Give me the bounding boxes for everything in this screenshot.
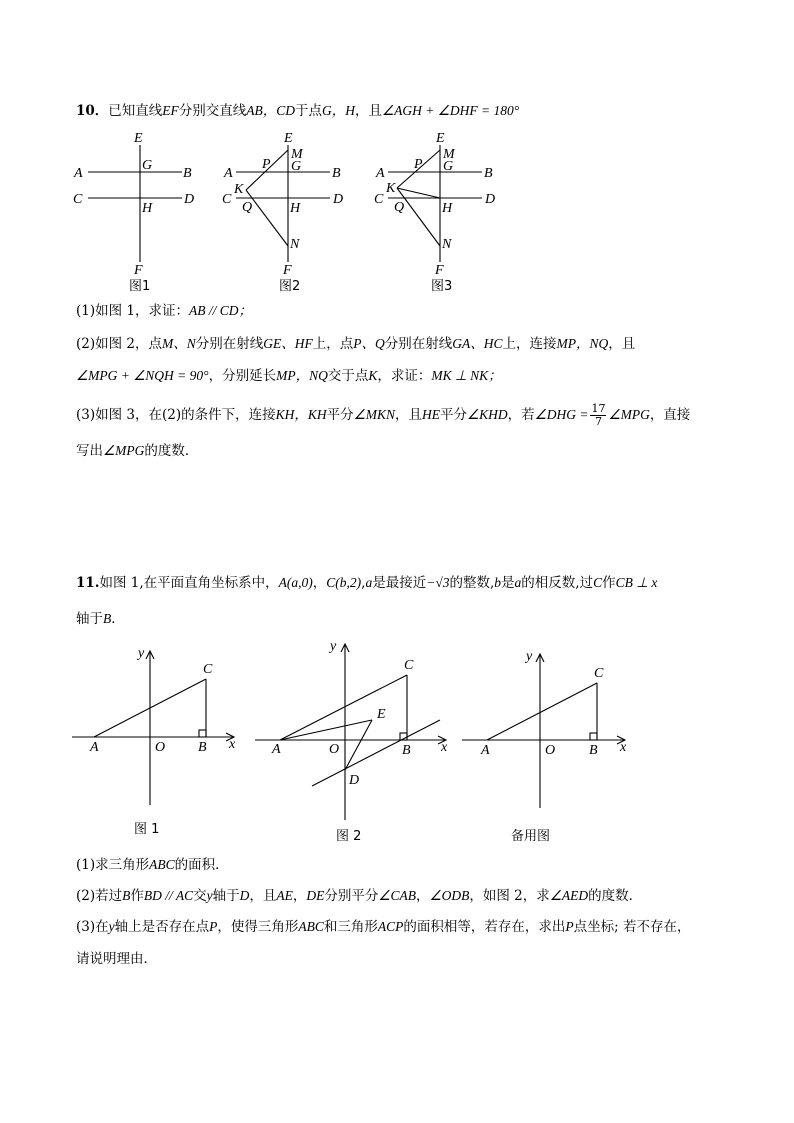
part-math: GE、HF: [263, 336, 313, 351]
part-text: 写出: [76, 443, 103, 459]
part-text: 轴于: [212, 888, 240, 904]
fig1-label-F: F: [134, 263, 143, 278]
fig3-label-G: G: [443, 159, 454, 174]
part-math: HE: [422, 407, 441, 422]
q11-part-3-line-1: [76, 918, 690, 936]
part-text: 如图 1，求证：: [95, 303, 190, 319]
part-math: K: [368, 368, 378, 383]
stem-text: 是最接近: [372, 575, 427, 591]
g3-label-B: B: [589, 743, 598, 758]
part-text: 请说明理由．: [76, 951, 157, 967]
part-text: ，分别延长: [208, 368, 277, 384]
q11-part-1: [76, 856, 229, 874]
g2-label-x: x: [441, 740, 448, 755]
part-text: 的面积．: [174, 857, 229, 873]
part-math: y: [206, 888, 213, 903]
part-text: 如图 3，在(2)的条件下，连接: [95, 407, 276, 423]
g1-caption: 图 1: [134, 822, 160, 837]
part-math: ∠MPG: [608, 407, 650, 422]
part-math: ∠ODB: [429, 888, 470, 903]
part-text: 上，点: [312, 336, 354, 352]
part-math: ∠DHG =: [534, 407, 589, 422]
q10-stem-text: ，且: [355, 103, 383, 119]
part-math: AE: [276, 888, 293, 903]
fig1-caption: 图1: [129, 279, 151, 294]
g2-label-O: O: [329, 742, 340, 757]
part-text: 的面积相等，若存在，求出: [403, 919, 566, 935]
point-a: A(a,0): [278, 575, 313, 590]
neg-sqrt-3: −√3: [426, 575, 450, 590]
stem-text: ,: [361, 575, 366, 591]
fig3-label-M: M: [443, 147, 455, 162]
stem-text: 作: [602, 575, 616, 591]
stem-text: 的整数,: [449, 575, 495, 591]
g1-label-O: O: [155, 740, 166, 755]
part-math: AB // CD；: [189, 303, 253, 318]
point-c: C(b,2): [326, 575, 362, 590]
part-math: D: [239, 888, 250, 903]
g3-label-A: A: [481, 743, 490, 758]
fig1-label-E: E: [134, 131, 143, 146]
fig3-label-C: C: [374, 192, 384, 207]
q10-stem-text: 于点: [295, 103, 323, 119]
part-text: 和三角形: [323, 919, 378, 935]
part-text: ，: [292, 888, 307, 904]
fraction-numerator: 17: [591, 402, 606, 415]
part-text: ，直接: [649, 407, 691, 423]
fig1-label-C: C: [73, 192, 83, 207]
var-b: b: [494, 575, 502, 590]
g3-caption: 备用图: [511, 829, 551, 844]
part-number: (2): [76, 336, 96, 352]
fig2-label-E: E: [284, 131, 293, 146]
g2-label-C: C: [404, 658, 414, 673]
part-math: DE: [306, 888, 325, 903]
stem-text: 的相反数,过: [521, 575, 594, 591]
part-text: 交: [193, 888, 207, 904]
part-math: MP，NQ: [276, 368, 328, 383]
fig3-label-B: B: [484, 166, 493, 181]
var-a: a: [365, 575, 373, 590]
fig2-label-K: K: [234, 182, 244, 197]
part-math: P、Q: [353, 336, 385, 351]
part-text: 作: [130, 888, 144, 904]
part-number: (1): [76, 857, 96, 873]
part-number: (3): [76, 919, 96, 935]
part-math: ∠CAB: [378, 888, 416, 903]
fig2-label-A: A: [224, 166, 233, 181]
g2-label-A: A: [272, 742, 281, 757]
part-math: y: [108, 919, 115, 934]
fig1-label-H: H: [142, 201, 153, 216]
part-text: 若过: [95, 888, 123, 904]
fig1-label-D: D: [184, 192, 195, 207]
part-text: ，如图 2，求: [469, 888, 550, 904]
fig3-label-P: P: [414, 157, 423, 172]
fig2-label-N: N: [290, 237, 300, 252]
fig1-label-A: A: [74, 166, 83, 181]
cb-perp-x: CB ⊥ x: [615, 575, 658, 590]
q10-number: 10．: [76, 103, 109, 119]
part-math: B: [122, 888, 131, 903]
q10-stem-text: 分别交直线: [178, 103, 247, 119]
part-text: 交于点: [327, 368, 369, 384]
part-text: 求三角形: [95, 857, 150, 873]
q10-ab-cd: AB，CD: [246, 103, 296, 118]
part-text: ，使得三角形: [217, 919, 299, 935]
part-text: 在: [95, 919, 109, 935]
part-text: 分别平分: [324, 888, 379, 904]
part-text: 平分: [440, 407, 468, 423]
fig3-label-D: D: [485, 192, 496, 207]
part-math: BD // AC: [143, 888, 194, 903]
var-a: a: [514, 575, 522, 590]
g3-label-x: x: [620, 740, 627, 755]
fig3-label-E: E: [436, 131, 445, 146]
part-text: ，若: [507, 407, 535, 423]
part-math: ∠MPG + ∠NQH = 90°: [76, 368, 209, 383]
fig2-label-P: P: [262, 157, 271, 172]
part-math: ABC: [298, 919, 324, 934]
part-text: 点坐标; 若不存在，: [573, 919, 691, 935]
g3-label-C: C: [594, 666, 604, 681]
q11-part-2: [76, 887, 642, 905]
g2-label-y: y: [330, 639, 337, 654]
part-math: ∠AED: [549, 888, 589, 903]
fig1-label-G: G: [142, 158, 153, 173]
part-text: ，且: [395, 407, 423, 423]
fig3-label-K: K: [386, 181, 396, 196]
part-math: MK ⊥ NK；: [431, 368, 502, 383]
g2-caption: 图 2: [336, 829, 362, 844]
g1-label-B: B: [198, 740, 207, 755]
q10-stem-text: 已知直线: [108, 103, 163, 119]
part-math: P: [565, 919, 574, 934]
part-text: 如图 2，点: [95, 336, 163, 352]
part-math: M、N: [162, 336, 196, 351]
part-text: ，且: [608, 336, 636, 352]
part-math: P: [209, 919, 218, 934]
q11-part-3-line-2: [76, 950, 157, 968]
part-math: ∠MKN: [353, 407, 396, 422]
g2-label-D: D: [349, 773, 360, 788]
part-text: 轴上是否存在点: [114, 919, 210, 935]
part-math: ACP: [377, 919, 404, 934]
fig2-label-C: C: [222, 192, 232, 207]
g1-label-y: y: [138, 646, 145, 661]
stem-text: 是: [501, 575, 515, 591]
part-number: (3): [76, 407, 96, 423]
fig3-label-Q: Q: [394, 200, 405, 215]
q11-number: 11.: [76, 575, 100, 591]
stem-text: ．: [111, 611, 125, 627]
var-c: C: [593, 575, 603, 590]
fig3-label-F: F: [435, 263, 444, 278]
fig2-label-M: M: [291, 147, 303, 162]
part-number: (2): [76, 888, 96, 904]
g1-label-x: x: [229, 737, 236, 752]
fig3-label-A: A: [376, 166, 385, 181]
fig3-label-N: N: [442, 237, 452, 252]
part-math: GA、HC: [452, 336, 503, 351]
part-math: MP，NQ: [556, 336, 609, 351]
fig2-label-D: D: [333, 192, 344, 207]
stem-text: ，: [312, 575, 327, 591]
q10-gh: G，H: [322, 103, 356, 118]
fig1-label-B: B: [183, 166, 192, 181]
part-text: ，求证：: [377, 368, 432, 384]
part-text: ，且: [249, 888, 277, 904]
part-text: 上，连接: [502, 336, 557, 352]
q10-ef: EF: [162, 103, 179, 118]
part-math: ∠KHD: [467, 407, 508, 422]
part-math: ∠MPG: [103, 443, 145, 458]
fig2-label-B: B: [332, 166, 341, 181]
part-text: 的度数．: [144, 443, 199, 459]
q10-condition: ∠AGH + ∠DHF = 180°: [382, 103, 520, 118]
stem-text: 如图 1,在平面直角坐标系中，: [99, 575, 279, 591]
part-text: 的度数．: [588, 888, 643, 904]
g1-label-C: C: [203, 662, 213, 677]
part-text: 分别在射线: [195, 336, 264, 352]
part-math: KH，KH: [275, 407, 327, 422]
g3-label-y: y: [526, 649, 533, 664]
stem-text: 轴于: [76, 611, 103, 627]
g3-label-O: O: [545, 743, 556, 758]
fig2-label-F: F: [283, 263, 292, 278]
fig3-label-H: H: [442, 201, 453, 216]
fraction-denominator: 7: [594, 415, 602, 428]
part-text: 分别在射线: [384, 336, 453, 352]
fig2-caption: 图2: [279, 279, 301, 294]
g2-label-E: E: [377, 707, 386, 722]
point-b: B: [103, 611, 112, 626]
part-text: ，: [416, 888, 430, 904]
fig3-caption: 图3: [431, 279, 453, 294]
g1-label-A: A: [90, 740, 99, 755]
part-math: ABC: [149, 857, 175, 872]
part-text: 平分: [326, 407, 354, 423]
g2-label-B: B: [402, 743, 411, 758]
part-number: (1): [76, 303, 96, 319]
fig2-label-G: G: [291, 159, 302, 174]
fig2-label-Q: Q: [242, 200, 253, 215]
fig2-label-H: H: [290, 201, 301, 216]
